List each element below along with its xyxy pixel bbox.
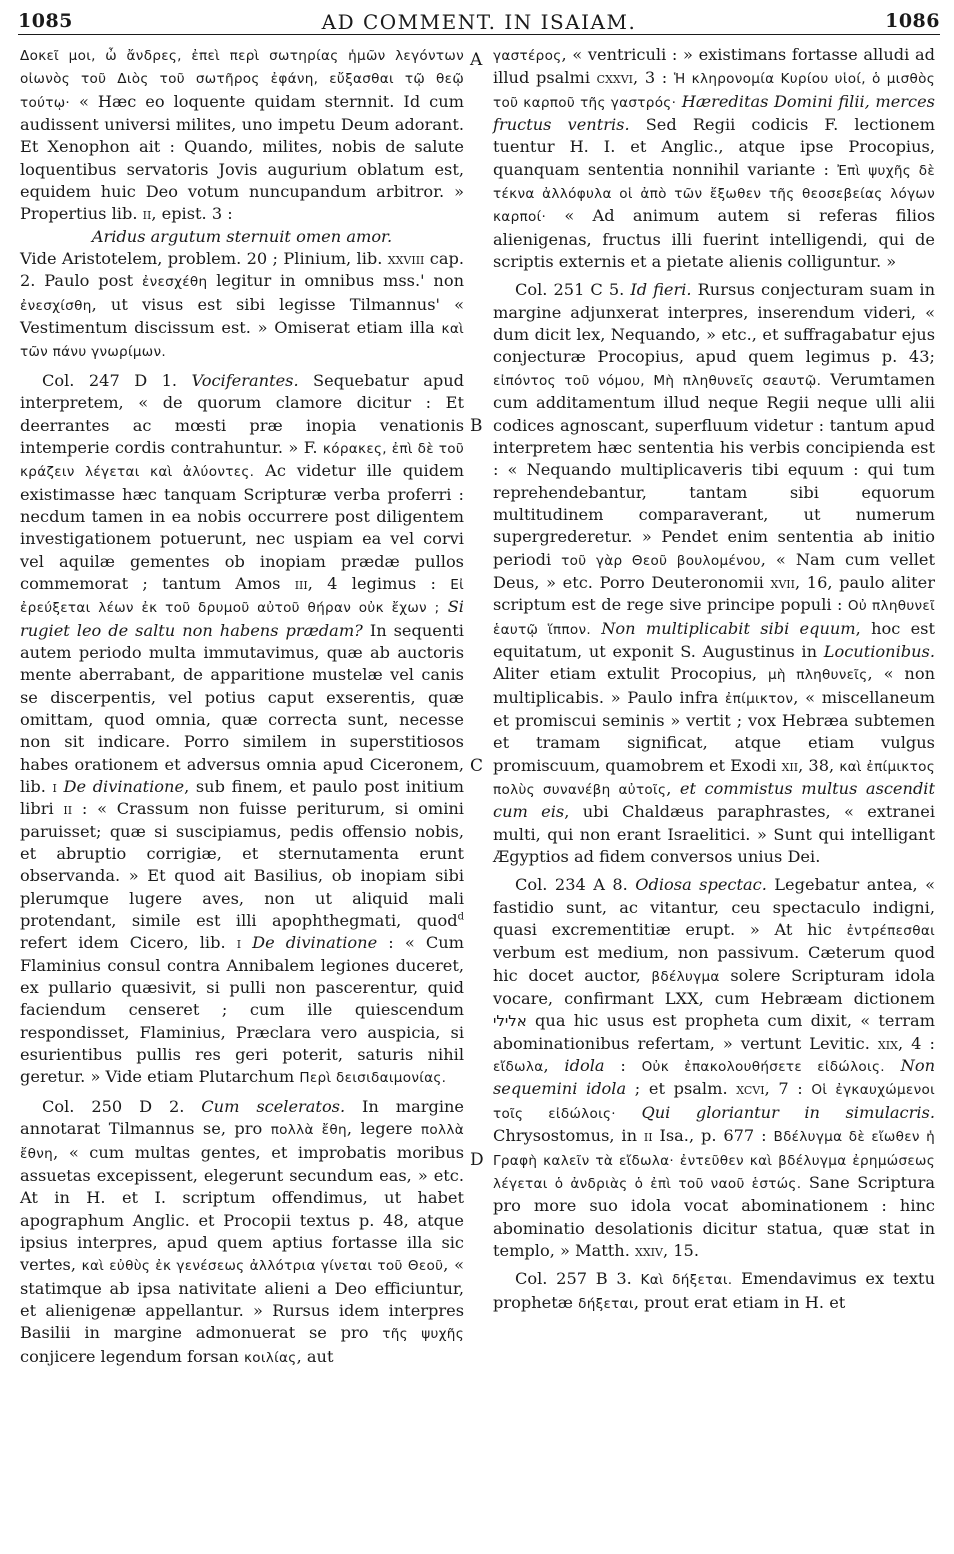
paragraph-references: Vide Aristotelem, problem. 20 ; Plinium, lib. xxviii cap. 2. Paulo post ἐνεσχέθη legitur in omnibus mss.' non ἐνεσχίσθη, ut visus est sibi legisse Tilmannus' « Vestimentum discissum est. » Omiserat etiam illa καὶ τῶν πάνυ γνωρίμων. xyxy=(20,249,464,361)
verse-quote: Aridus argutum sternuit omen amor. xyxy=(91,226,393,246)
right-column xyxy=(493,44,935,1315)
paragraph-continuation: γαστέρος, « ventriculi : » existimans fortasse alludi ad illud psalmi cxxvi, 3 : Ἡ κληρονομία Κυρίου υἱοί, ὁ μισθὸς τοῦ καρποῦ τῆς γαστρός· Hæreditas Domini filii, merces fructus ventris. Sed Regii codicis F. lectionem tuentur H. I. et Anglic., atque ipse Procopius, quanquam sententia nonnihil variante : Ἐπὶ ψυχῆς δὲ τέκνα ἀλλόφυλα οἱ ἀπὸ τῶν ἔξωθεν τῆς θεοσεβείας λόγων καρποί· « Ad animum autem si referas filios alienigenas, fructus illi fuerint intelligendi, qui de scriptis externis et a pietate alienis colliguntur. » xyxy=(493,45,936,272)
note-col-250: Col. 250 D 2. Cum sceleratos. In margine annotarat Tilmannus se, pro πολλὰ ἔθη, legere πολλὰ ἔθνη, « cum multas gentes, et improbatis moribus assuetas excepissent, elegerunt secundum eas, » etc. At in H. et I. scriptum offendimus, ut habet apographum Anglic. et Procopii textus p. 48, atque ipsius interpres, apud quem aptius fortasse illa sic vertes, καὶ εὐθὺς ἐκ γενέσεως ἀλλότρια γίνεται τοῦ Θεοῦ, « statimque ab ipsa nativitate alieni a Deo efficiuntur, et alienigenæ appellantur. » Rursus idem interpres Basilii in margine admonuerat se pro τῆς ψυχῆς conjicere legendum forsan κοιλίας, aut xyxy=(20,1096,464,1366)
margin-letter-d: D xyxy=(470,1150,484,1170)
margin-letter-a: A xyxy=(470,50,483,70)
left-column xyxy=(20,44,464,1369)
note-col-234: Col. 234 A 8. Odiosa spectac. Legebatur antea, « fastidio sunt, ac vitantur, ceu spectaculo indigni, quasi excrementitiæ erupt. » At hic ἐντρέπεσθαι verbum est medium, non passivum. Cæterum quod hic docet auctor, βδέλυγμα solere Scripturam idola vocare, confirmant LXX, cum Hebræam dictionem אלילי qua hic usus est propheta cum dixit, « terram abominationibus refertam, » vertunt Levitic. xix, 4 : εἴδωλα, idola : Οὐκ ἐπακολουθήσετε εἰδώλοις. Non sequemini idola ; et psalm. xcvi, 7 : Οἱ ἐγκαυχώμενοι τοῖς εἰδώλοις· Qui gloriantur in simulacris. Chrysostomus, in ii Isa., p. 677 : Βδέλυγμα δὲ εἴωθεν ἡ Γραφὴ καλεῖν τὰ εἴδωλα· ἐντεῦθεν καὶ βδέλυγμα ἐρημώσεως λέγεται ὁ ἀνδριὰς ὁ ἐπὶ τοῦ ναοῦ ἑστώς. Sane Scriptura pro more suo idola vocat abominationem : hinc abominatio desolationis dicitur statua, quæ stat in templo, » Matth. xxiv, 15. xyxy=(493,875,936,1260)
margin-letter-c: C xyxy=(470,756,484,776)
paragraph-greek-quote: Δοκεῖ μοι, ὦ ἄνδρες, ἐπεὶ περὶ σωτηρίας ἡμῶν λεγόντων οἰωνὸς τοῦ Διὸς τοῦ σωτῆρος ἐφάνη, εὔξασθαι τῷ θεῷ τούτῳ· « Hæc eo loquente quidam sternnit. Id cum audissent universi milites, uno impetu Deum adorant. Et Xenophon ait : Quando, milites, nobis de salute loquentibus servatoris Jovis augurium oblatum est, equidem huic Deo votum nuncupandum arbitror. » Propertius lib. ii, epist. 3 : xyxy=(20,48,464,224)
page-number-right: 1086 xyxy=(885,10,940,32)
note-col-251: Col. 251 C 5. Id fieri. Rursus conjecturam suam in margine adjunxerat interpres, inserendum videri, « dum dicit lex, Nequando, » etc., et suffragabatur ejus conjecturæ Procopius, apud quem legimus p. 43; εἰπόντος τοῦ νόμου, Μὴ πληθυνεῖς σεαυτῷ. Verumtamen cum additamentum illud neque Regii neque ulli alii codices agnoscant, superfluum videtur : tantum apud interpretem hæc sententia his verbis concipienda est : « Nequando multiplicaveris tibi equum : qui tum reprehendebantur, tantam sibi equorum multitudinem comparaverant, ut numerum supergrederetur. » Pendet enim sententia ab initio periodi τοῦ γὰρ Θεοῦ βουλομένου, « Nam cum vellet Deus, » etc. Porro Deuteronomii xvii, 16, paulo aliter scriptum est de rege sive principe populi : Οὐ πληθυνεῖ ἑαυτῷ ἵππον. Non multiplicabit sibi equum, hoc est equitatum, ut exponit S. Augustinus in Locutionibus. Aliter etiam extulit Procopius, μὴ πληθυνεῖς, « non multiplicabis. » Paulo infra ἐπίμικτον, « miscellaneum et promiscui seminis » vertit ; vox Hebræa subtemen et tramam significat, atque etiam vulgus promiscuum, quamobrem et Exodi xii, 38, καὶ ἐπίμικτος πολὺς συνανέβη αὐτοῖς, et commistus multus ascendit cum eis, ubi Chaldæus paraphrastes, « extranei multi, qui non erant Israelitici. » Sunt qui intelligant Ægyptios ad fidem conversos unius Dei. xyxy=(493,280,936,867)
hebrew-word: אלילי xyxy=(493,1012,527,1031)
page-number-left: 1085 xyxy=(18,10,73,32)
note-col-257: Col. 257 B 3. Καὶ δήξεται. Emendavimus ex textu prophetæ δήξεται, prout erat etiam in H. et xyxy=(493,1269,935,1312)
running-title: AD COMMENT. IN ISAIAM. xyxy=(321,10,637,34)
margin-letter-b: B xyxy=(470,416,483,436)
note-col-247: Col. 247 D 1. Vociferantes. Sequebatur apud interpretem, « de quorum clamore dicitur : Et deerrantes ac mœsti præ inopia venationis intemperie cordis contrahuntur. » F. κόρακες, ἐπὶ δὲ τοῦ κράζειν λέγεται καὶ ἀλύοντες. Ac videtur ille quidem existimasse hæc tanquam Scripturæ verba proferri : necdum tamen in ea nobis occurrere post diligentem investigationem potuerunt, nec uspiam ea vel corvi vel aquilæ gementes ob inopiam prædæ pullos commemorat ; tantum Amos iii, 4 legimus : Εἰ ἐρεύξεται λέων ἐκ τοῦ δρυμοῦ αὐτοῦ θήραν οὐκ ἔχων ; Si rugiet leo de saltu non habens prædam? In sequenti autem periodo multa immutavimus, quæ ab auctoris mente aberrabant, de apparitione mustelæ vel canis se discerpentis, vel potius caput exserentis, quæ omittam, quod omnia, quæ correcta sunt, necesse non sit indicare. Porro similem in superstitiosos habes orationem et adversus omnia apud Ciceronem, lib. i De divinatione, sub finem, et paulo post initium libri ii : « Crassum non fuisse periturum, si omini paruisset; quæ si suscipiamus, pedis offensio nobis, et abruptio corrigiæ, et sternutamenta erunt observanda. » Et quod ait Basilius, ob inopiam sibi plerumque lugere aves, non ut aliquid mali protendant, simile est illi apophthegmati, quod$^d$ refert idem Cicero, lib. i De divinatione : « Cum Flaminius consul contra Annibalem legiones duceret, ex pullario quæsivit, si pulli non pascerentur, quid faciendum censeret ; cum ille quiescendum respondisset, Flaminius, Præclara vero auspicia, si esurientibus pullis res geri poterit, saturis nihil geretur. » Vide etiam Plutarchum Περὶ δεισιδαιμονίας. xyxy=(20,370,465,1087)
running-header xyxy=(18,8,940,35)
